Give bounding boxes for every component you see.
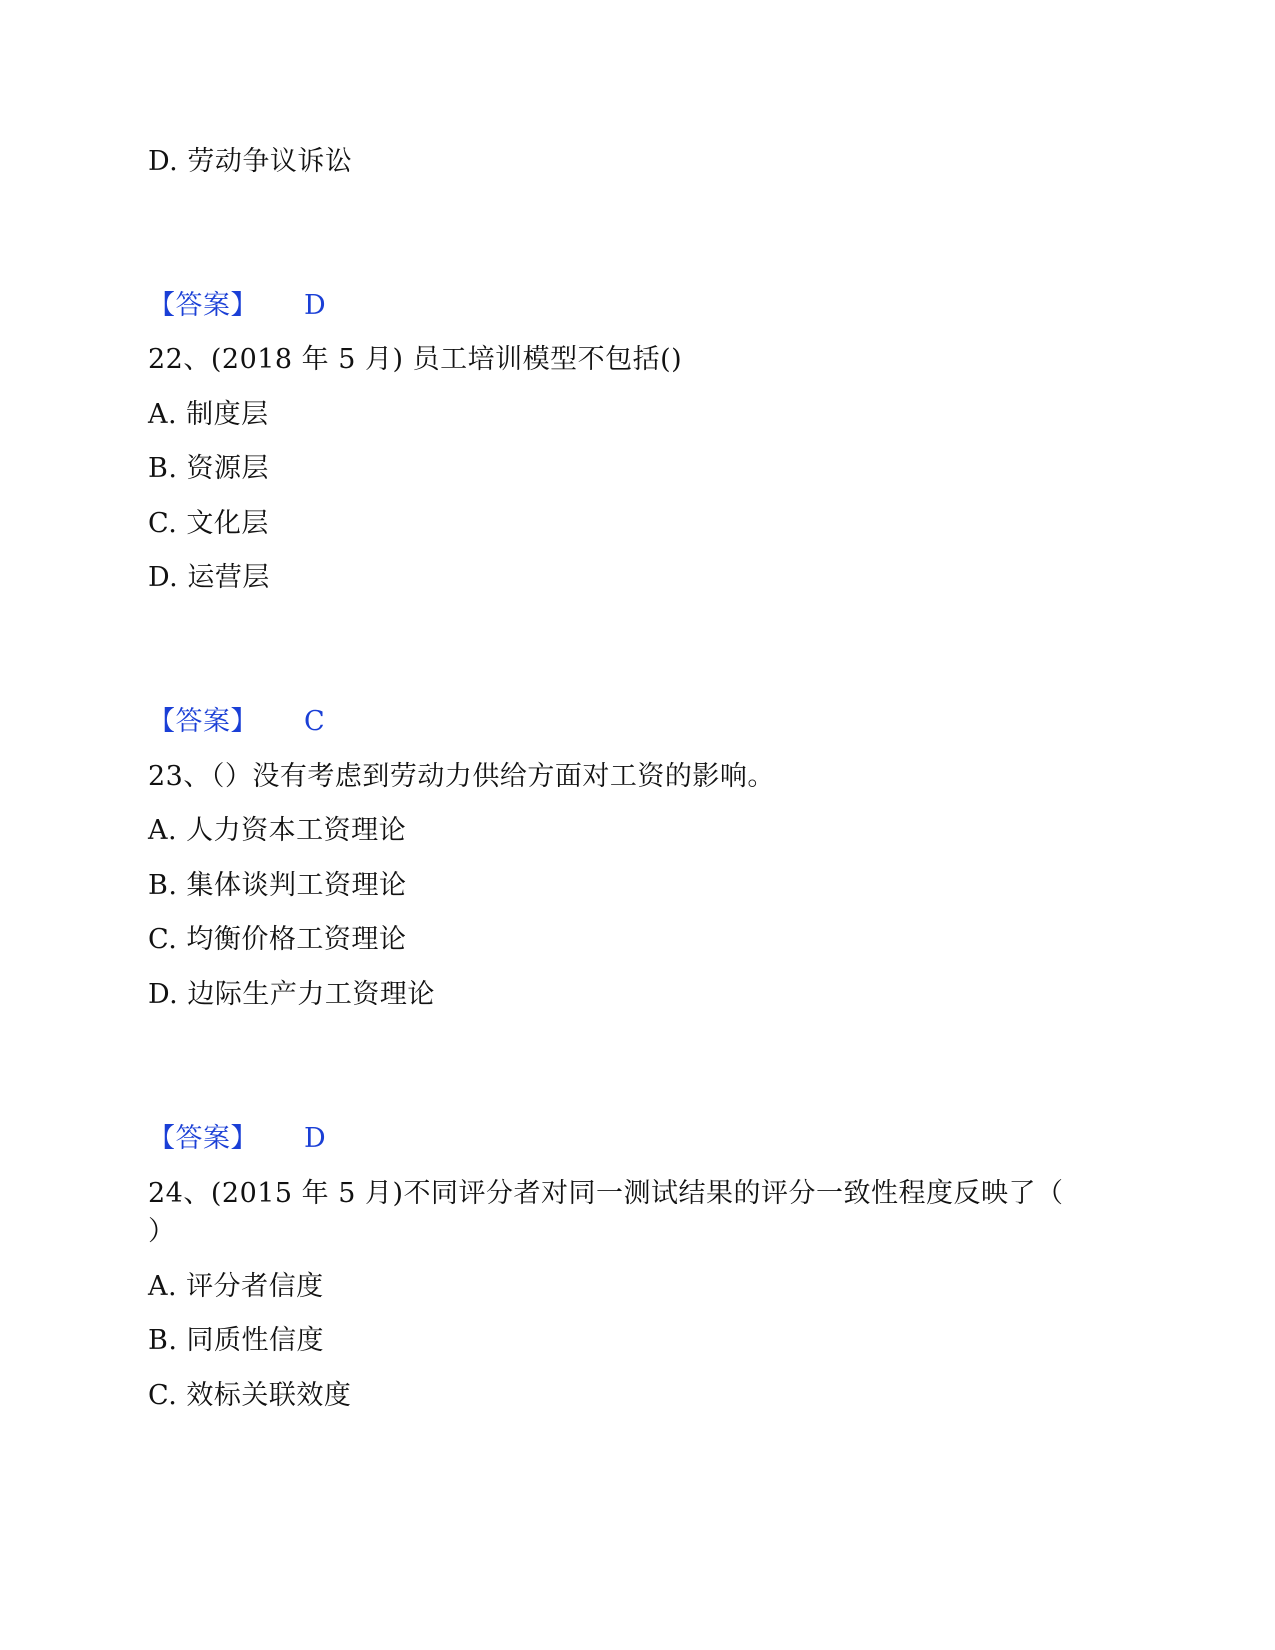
option-d-q23: D. 边际生产力工资理论 — [148, 979, 435, 1010]
option-a-q23: A. 人力资本工资理论 — [148, 815, 407, 846]
option-a-q22: A. 制度层 — [148, 399, 269, 430]
question-22: 22、(2018 年 5 月) 员工培训模型不包括() — [148, 344, 683, 375]
option-d-q21: D. 劳动争议诉讼 — [148, 146, 353, 177]
answer-value: D — [304, 1123, 327, 1154]
question-24-line1: 24、(2015 年 5 月)不同评分者对同一测试结果的评分一致性程度反映了（ — [148, 1178, 1064, 1209]
answer-label: 【答案】 — [148, 290, 258, 321]
question-24-line2: ） — [148, 1216, 176, 1247]
answer-value: D — [304, 290, 327, 321]
option-c-q24: C. 效标关联效度 — [148, 1380, 352, 1411]
answer-q23 — [148, 1123, 326, 1155]
answer-label: 【答案】 — [148, 706, 258, 737]
option-b-q22: B. 资源层 — [148, 453, 270, 484]
option-d-q22: D. 运营层 — [148, 562, 270, 593]
answer-value: C — [304, 706, 326, 737]
answer-label: 【答案】 — [148, 1123, 258, 1154]
option-c-q23: C. 均衡价格工资理论 — [148, 924, 407, 955]
question-23: 23、（）没有考虑到劳动力供给方面对工资的影响。 — [148, 761, 775, 792]
option-b-q24: B. 同质性信度 — [148, 1325, 325, 1356]
option-a-q24: A. 评分者信度 — [148, 1271, 324, 1302]
answer-q22 — [148, 706, 325, 738]
option-c-q22: C. 文化层 — [148, 508, 269, 539]
option-b-q23: B. 集体谈判工资理论 — [148, 870, 407, 901]
answer-q21 — [148, 290, 326, 322]
